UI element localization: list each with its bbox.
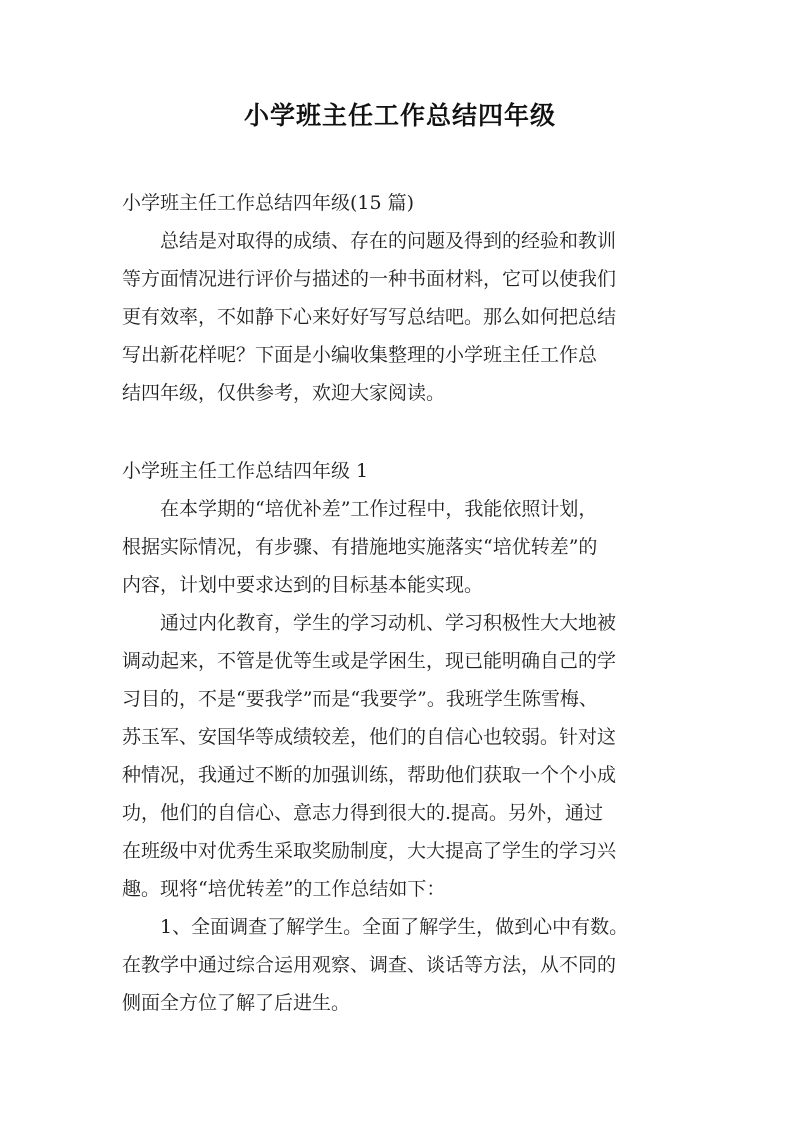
paragraph-line: 趣。现将“培优转差”的工作总结如下： <box>122 878 446 900</box>
intro-line: 更有效率，不如静下心来好好写写总结吧。那么如何把总结 <box>122 306 617 328</box>
paragraph-line: 调动起来，不管是优等生或是学困生，现已能明确自己的学 <box>122 650 617 672</box>
intro-line: 写出新花样呢？下面是小编收集整理的小学班主任工作总 <box>122 344 598 366</box>
document-subtitle: 小学班主任工作总结四年级(15 篇) <box>122 192 415 214</box>
paragraph-line: 功，他们的自信心、意志力得到很大的.提高。另外，通过 <box>122 802 604 824</box>
paragraph-line: 苏玉军、安国华等成绩较差，他们的自信心也较弱。针对这 <box>122 726 617 748</box>
paragraph-line: 在教学中通过综合运用观察、调查、谈话等方法，从不同的 <box>122 954 617 976</box>
paragraph-line: 内容，计划中要求达到的目标基本能实现。 <box>122 574 484 596</box>
paragraph-line: 1、全面调查了解学生。全面了解学生，做到心中有数。 <box>160 916 629 938</box>
intro-line: 等方面情况进行评价与描述的一种书面材料，它可以使我们 <box>122 268 617 290</box>
document-body <box>122 184 682 1022</box>
paragraph-line: 通过内化教育，学生的学习动机、学习积极性大大地被 <box>160 612 617 634</box>
paragraph-line: 根据实际情况，有步骤、有措施地实施落实“培优转差”的 <box>122 536 598 558</box>
paragraph-line: 侧面全方位了解了后进生。 <box>122 992 351 1014</box>
paragraph-line: 种情况，我通过不断的加强训练，帮助他们获取一个个小成 <box>122 764 617 786</box>
intro-line: 结四年级，仅供参考，欢迎大家阅读。 <box>122 382 446 404</box>
paragraph-line: 习目的，不是“要我学”而是“我要学”。我班学生陈雪梅、 <box>122 688 598 710</box>
document-title: 小学班主任工作总结四年级 <box>243 101 556 130</box>
paragraph-line: 在本学期的“培优补差”工作过程中，我能依照计划， <box>160 498 598 520</box>
paragraph-line: 在班级中对优秀生采取奖励制度，大大提高了学生的学习兴 <box>122 840 617 862</box>
section-heading: 小学班主任工作总结四年级 1 <box>122 460 369 482</box>
paragraph-spacer <box>122 412 682 452</box>
intro-line: 总结是对取得的成绩、存在的问题及得到的经验和教训 <box>160 230 617 252</box>
